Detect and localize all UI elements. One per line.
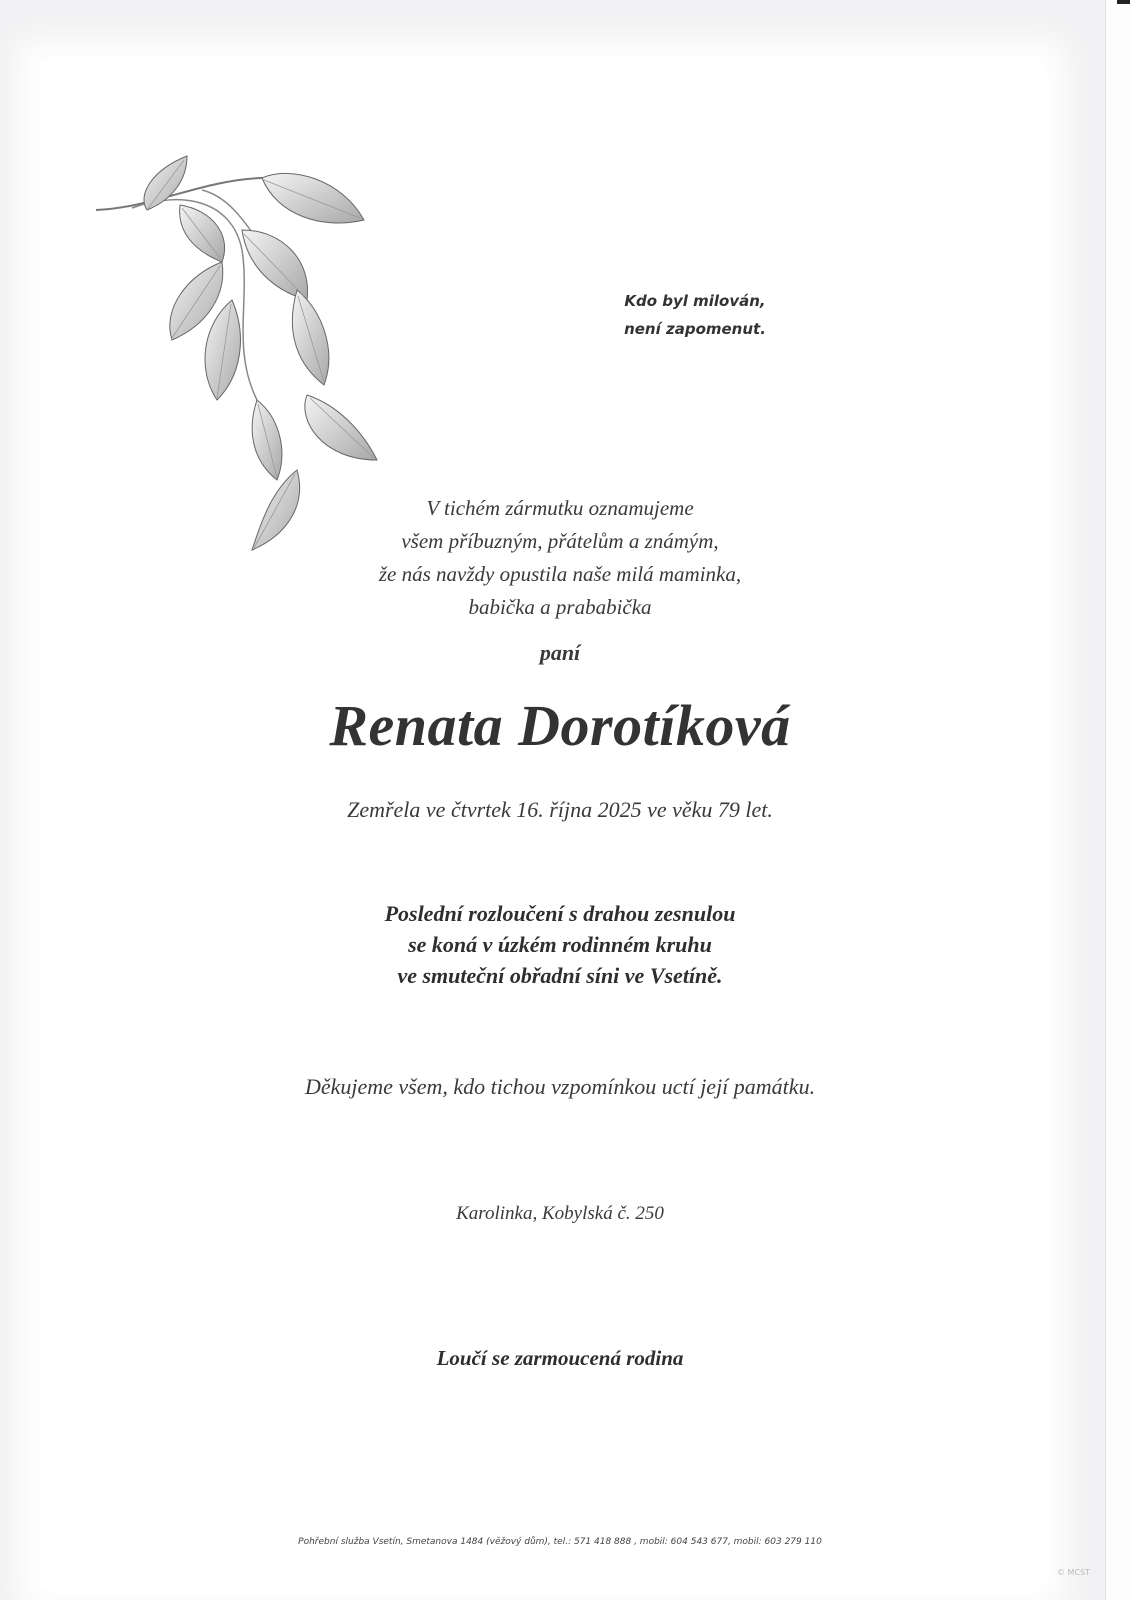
farewell-line: Poslední rozloučení s drahou zesnulou	[384, 901, 736, 926]
address: Karolinka, Kobylská č. 250	[456, 1203, 664, 1224]
farewell-info	[260, 898, 860, 991]
announcement-line: všem příbuzným, přátelům a známým,	[401, 529, 719, 553]
announcement-line: V tichém zármutku oznamujeme	[426, 496, 694, 520]
announcement-line: že nás navždy opustila naše milá maminka,	[378, 562, 742, 586]
announcement-line: babička a prababička	[468, 595, 652, 619]
scan-edge	[1105, 0, 1130, 1600]
copyright-stamp: © MCST	[1057, 1568, 1090, 1577]
leaf-2	[262, 173, 364, 223]
leaf-7	[205, 300, 240, 400]
announcement-text	[260, 492, 860, 624]
death-notice: Zemřela ve čtvrtek 16. října 2025 ve věku 79 let.	[347, 797, 773, 822]
motto	[600, 287, 790, 343]
motto-line-1: Kdo byl milován,	[624, 292, 766, 310]
deceased-name: Renata Dorotíková	[329, 693, 791, 758]
farewell-line: se koná v úzkém rodinném kruhu	[408, 932, 712, 957]
motto-line-2: není zapomenut.	[624, 320, 766, 338]
farewell-line: ve smuteční obřadní síni ve Vsetíně.	[397, 963, 723, 988]
funeral-service-footer: Pohřební služba Vsetín, Smetanova 1484 (věžový dům), tel.: 571 418 888 , mobil: 604 543 677, mobil: 603 279 110	[298, 1537, 822, 1547]
honorific: paní	[539, 640, 581, 665]
thanks-line: Děkujeme všem, kdo tichou vzpomínkou uctí její památku.	[304, 1074, 816, 1099]
family-signoff: Loučí se zarmoucená rodina	[436, 1346, 684, 1370]
scan-corner-mark	[1117, 0, 1130, 4]
